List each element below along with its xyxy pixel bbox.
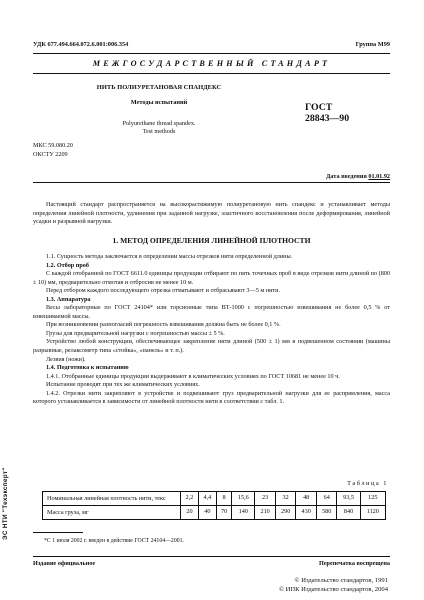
table-cell: 93,5 xyxy=(337,492,360,506)
copyright-2004: © ИПК Издательство стандартов, 2004 xyxy=(278,586,388,593)
para-conditions: Испытание проводят при тех же климатических условиях. xyxy=(46,381,200,389)
standard-title: НИТЬ ПОЛИУРЕТАНОВАЯ СПАНДЕКС xyxy=(96,84,222,91)
mks-code: МКС 59.080.20 xyxy=(33,142,73,149)
date-divider xyxy=(33,182,390,183)
english-subtitle: Test methods xyxy=(142,128,176,135)
table-cell: 23 xyxy=(255,492,276,506)
table-cell: 140 xyxy=(232,506,255,520)
udk-code: УДК 677.494.664.072.6.001:006.354 xyxy=(33,41,129,48)
section-1-body xyxy=(33,253,390,407)
english-title: Polyurethane thread spandex. xyxy=(122,120,196,127)
interstate-standard-heading: МЕЖГОСУДАРСТВЕННЫЙ СТАНДАРТ xyxy=(92,59,331,68)
table-row-label: Номинальная линейная плотность нити, текс xyxy=(43,492,181,506)
gost-number: 28843—90 xyxy=(305,113,350,125)
para-1-4-2: 1.4.2. Отрезки нити закрепляют в устройстве и подвешивают груз предварительной нагрузки для ее распрямления, масса которого устанавливается в зависимости от линейной плотности нити в соответствии с табл. 1. xyxy=(33,389,390,406)
standard-subtitle: Методы испытаний xyxy=(130,99,188,106)
para-1-3-heading: 1.3. Аппаратура xyxy=(46,295,91,303)
table-cell: 125 xyxy=(360,492,385,506)
table-cell: 210 xyxy=(255,506,276,520)
table-cell: 580 xyxy=(316,506,337,520)
table-cell: 20 xyxy=(181,506,199,520)
para-scales: Весы лабораторные по ГОСТ 24104* или торсионные типа ВТ-1000 с погрешностью взвешивания не более 0,5 % от взвешиваемой массы. xyxy=(33,304,390,320)
side-stamp: ЭС НТИ "Техэксперт" xyxy=(2,467,9,540)
table-cell: 2,2 xyxy=(181,492,199,506)
group-code: Группа М99 xyxy=(355,41,390,48)
section-1-title: 1. МЕТОД ОПРЕДЕЛЕНИЯ ЛИНЕЙНОЙ ПЛОТНОСТИ xyxy=(112,236,311,245)
reprint-prohibited: Перепечатка воспрещена xyxy=(319,560,390,567)
para-1-2-heading: 1.2. Отбор проб xyxy=(46,261,89,269)
intro-date-value: 01.01.92 xyxy=(368,173,390,180)
table-1 xyxy=(42,491,386,520)
para-blades: Лезвия (ножи). xyxy=(46,355,86,363)
table-cell: 48 xyxy=(296,492,317,506)
footnote-divider xyxy=(33,532,83,533)
footnote: *С 1 июля 2002 г. введен в действие ГОСТ 24104—2001. xyxy=(44,538,184,544)
para-device: Устройство любой конструкции, обеспечивающее закрепление нити длиной (500 ± 1) мм в подвешенном состоянии (машины разрывные, релаксометр типа «стойка», «панель» и т. п.). xyxy=(33,338,390,355)
classification-codes xyxy=(33,142,73,159)
table-cell: 64 xyxy=(316,492,337,506)
table-1-caption: Таблица 1 xyxy=(347,480,388,487)
gost-label: ГОСТ xyxy=(305,102,333,113)
gost-designation xyxy=(305,102,349,125)
table-cell: 840 xyxy=(337,506,360,520)
table-cell: 8 xyxy=(216,492,231,506)
table-row-density xyxy=(43,492,386,506)
para-1-4-1: 1.4.1. Отобранные единицы продукции выдерживают в климатических условиях по ГОСТ 10681 не менее 10 ч. xyxy=(46,372,340,380)
intro-date-label: Дата введения xyxy=(326,173,367,180)
table-cell: 1120 xyxy=(360,506,385,520)
table-cell: 4,4 xyxy=(198,492,216,506)
para-disputes: При возникновении разногласий погрешность взвешивания должна быть не более 0,1 %. xyxy=(46,321,281,329)
table-cell: 290 xyxy=(275,506,296,520)
table-cell: 430 xyxy=(296,506,317,520)
table-cell: 15,6 xyxy=(232,492,255,506)
introduction-date xyxy=(326,173,390,181)
copyright-1991: © Издательство стандартов, 1991 xyxy=(294,577,388,584)
footer-divider xyxy=(33,556,390,557)
table-row-label: Масса груза, мг xyxy=(43,506,181,520)
para-weights: Грузы для предварительной нагрузки с погрешностью массы ± 5 %. xyxy=(46,329,225,337)
okstu-code: ОКСТУ 2209 xyxy=(33,150,68,158)
table-row-mass xyxy=(43,506,386,520)
intro-paragraph: Настоящий стандарт распространяется на высокорастяжимую полиуретановую нить спандекс и устанавливает методы определения линейной плотности, удлинения при заданной нагрузке, эластичного восстановления после деформирования, линейной усадки и разрывной нагрузки. xyxy=(33,201,390,226)
para-1-1: 1.1. Сущность метода заключается в определении массы отрезков нити определенной длины. xyxy=(46,253,293,260)
official-edition: Издание официальное xyxy=(33,560,96,567)
para-discard: Перед отбором каждого последующего отрезка отматывают и отбрасывают 3—5 м нити. xyxy=(46,287,280,295)
table-cell: 32 xyxy=(275,492,296,506)
table-cell: 40 xyxy=(198,506,216,520)
heading-divider xyxy=(33,73,390,74)
intro-paragraph-block xyxy=(33,201,390,227)
para-1-4-heading: 1.4. Подготовка к испытанию xyxy=(46,364,129,372)
top-divider xyxy=(33,53,390,54)
para-sampling: С каждой отобранной по ГОСТ 6611.0 единицы продукции отбирают по пять точечных проб в виде отрезков нити длиной по (800 ± 10) мм, предварительно отмотав и отбросив не менее 10 м. xyxy=(33,270,390,286)
table-cell: 70 xyxy=(216,506,231,520)
